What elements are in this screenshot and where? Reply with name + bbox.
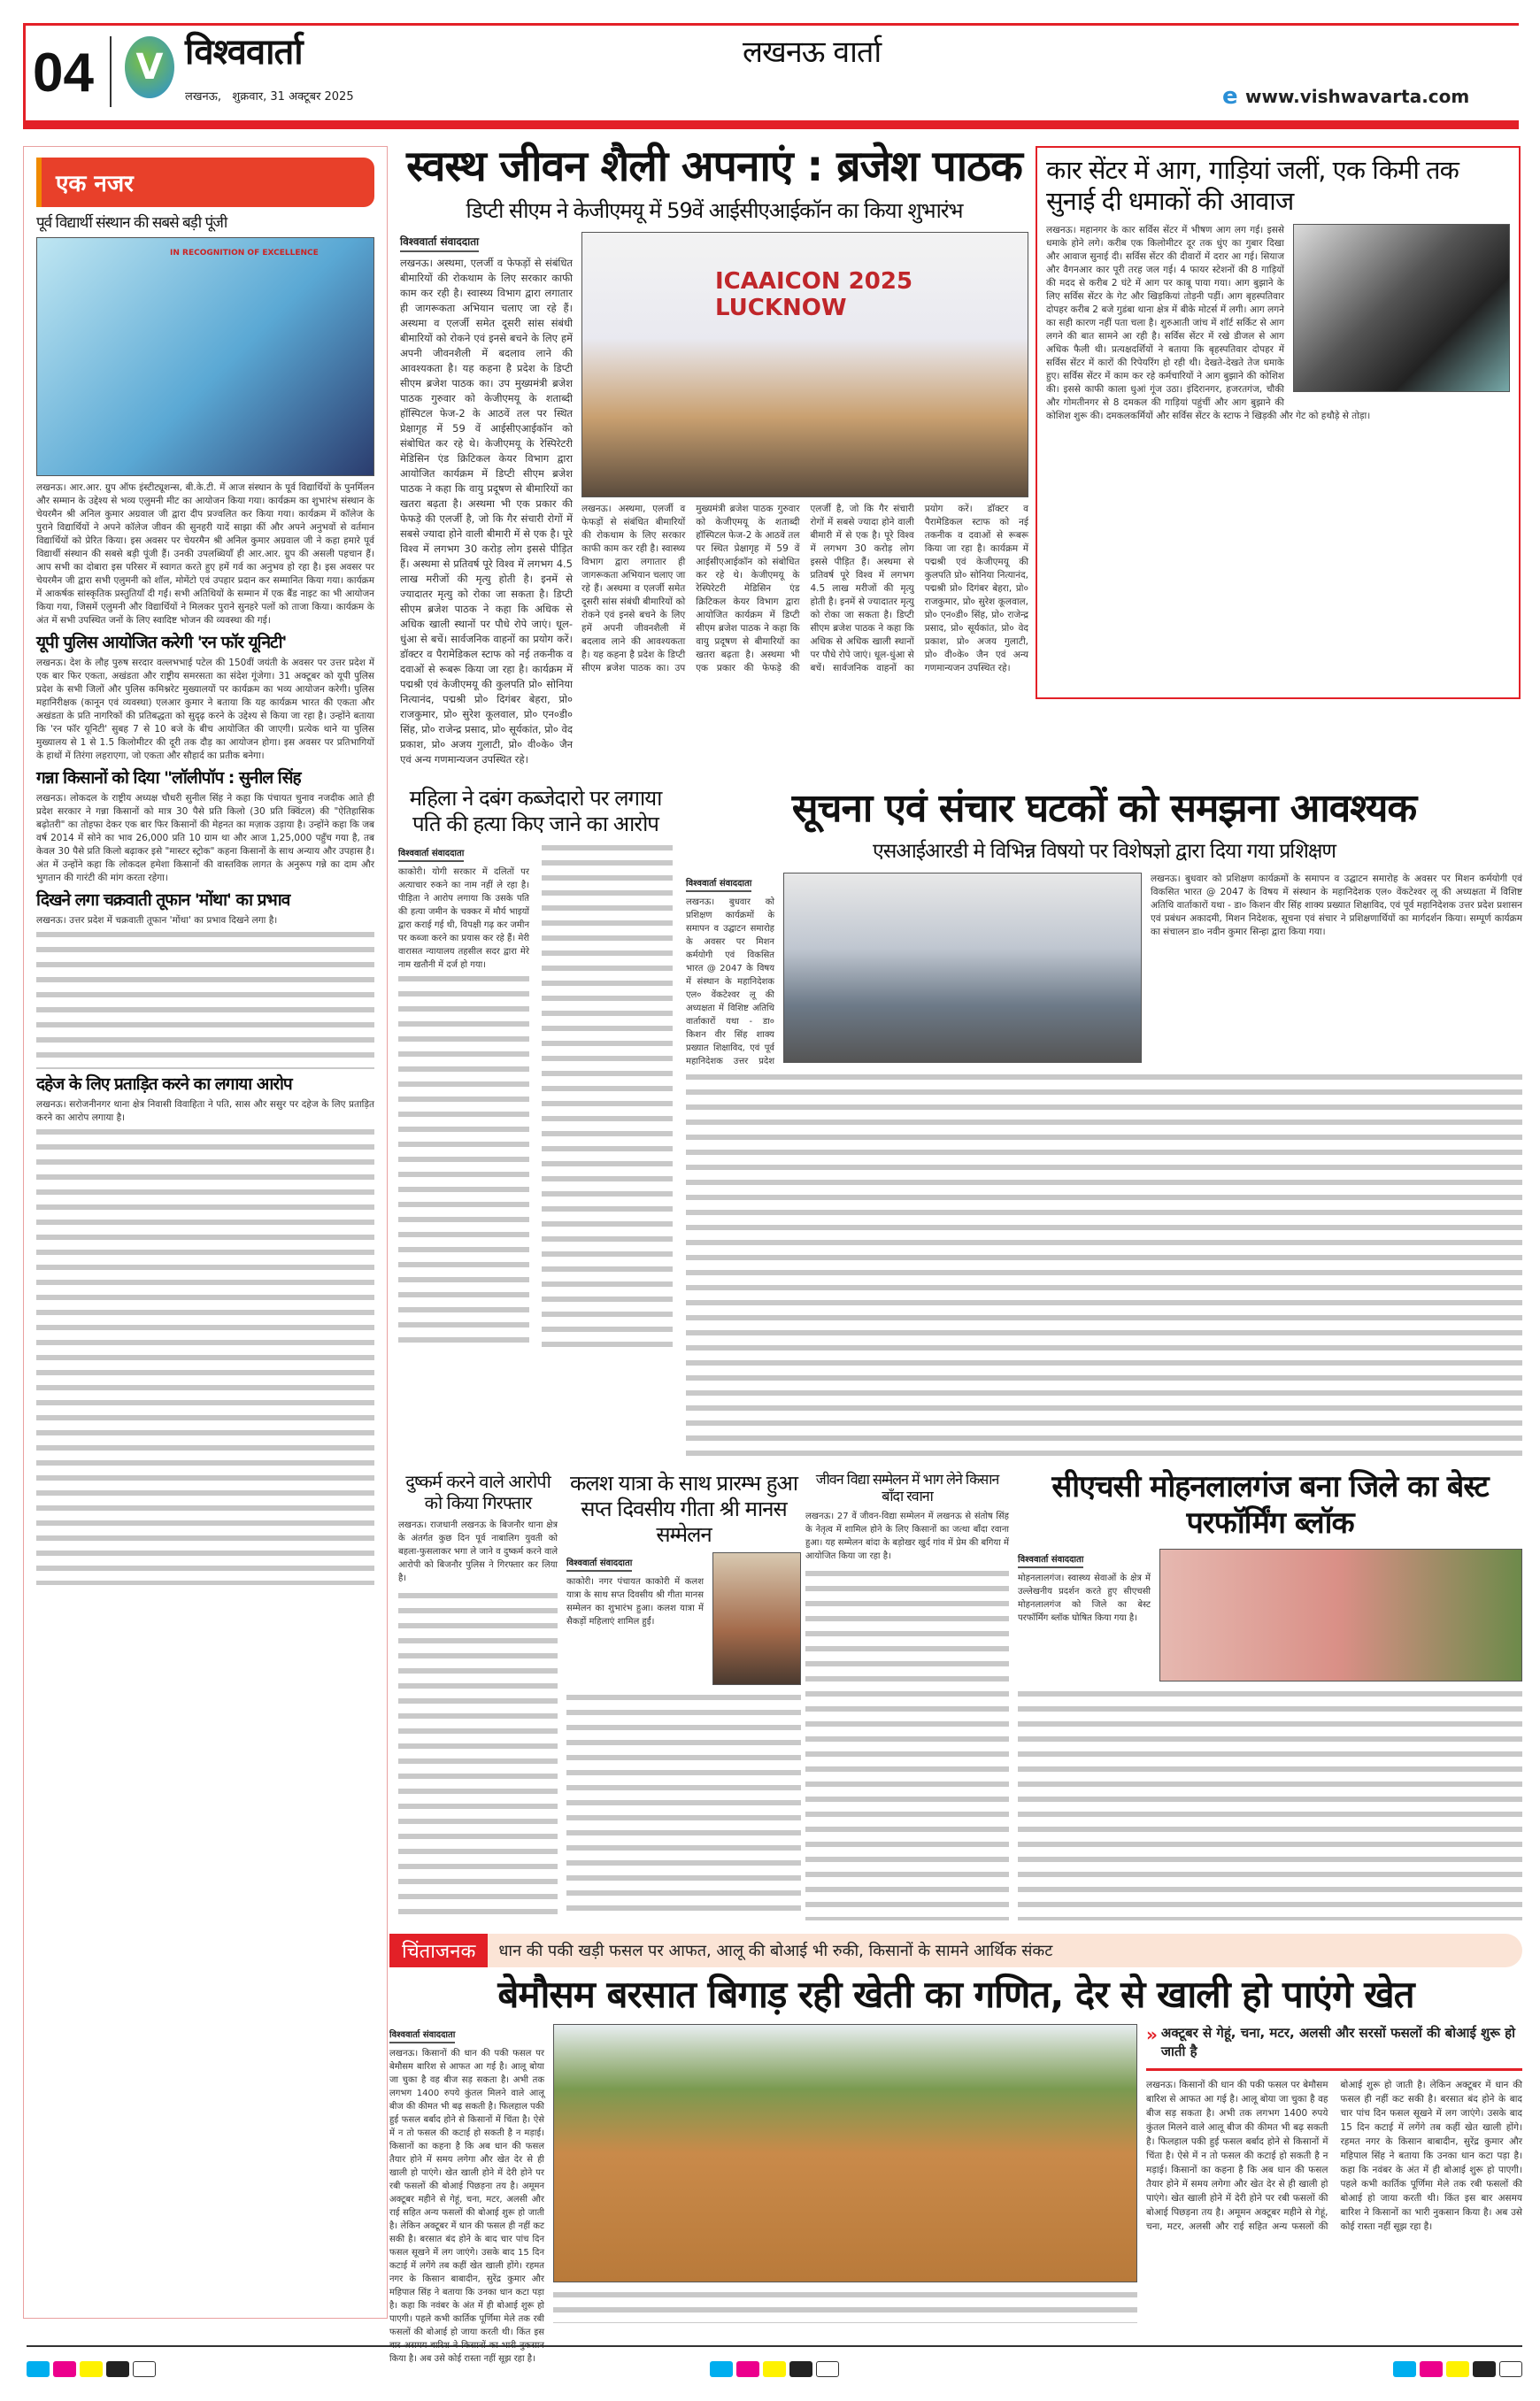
footer-rule	[27, 2345, 1522, 2347]
chc-article	[1018, 1469, 1522, 1920]
browser-icon: e	[1222, 83, 1238, 110]
farm-headline: बेमौसम बरसात बिगाड़ रही खेती का गणित, देर से खाली हो पाएंगे खेत	[497, 1973, 1414, 2016]
article-body: मोहनलालगंज। स्वास्थ्य सेवाओं के क्षेत्र में उल्लेखनीय प्रदर्शन करते हुए सीएचसी मोहनलालगंज को जिले का बेस्ट परफॉर्मिंग ब्लॉक घोषित किया गया है।	[1018, 1573, 1151, 1623]
byline: विश्ववार्ता संवाददाता	[398, 846, 464, 862]
arrest-body: लखनऊ। राजधानी लखनऊ के बिजनौर थाना क्षेत्र के अंतर्गत कुछ दिन पूर्व नाबालिग युवती को बहला-फुसलाकर भगा ले जाने व दुष्कर्म करने वाले आरोपी को बिजनौर पुलिस ने गिरफ्तार कर लिया है।	[398, 1520, 558, 1583]
woman-headline: महिला ने दबंग कब्जेदारो पर लगाया पति की हत्या किए जाने का आरोप	[409, 786, 662, 836]
article-body: लखनऊ। किसानों की धान की पकी फसल पर बेमौसम बारिश से आफत आ गई है। आलू बोया जा चुका है वह बीज सड़ सकता है। अभी तक लगभग 1400 रुपये कुंतल मिलने वाले आलू बीज की कीमत भी बढ़ सकती है। फिलहाल पकी हुई फसल बर्बाद होने से किसानों में चिंता है। ऐसे में न तो फसल की कटाई हो सकती है न मड़ाई। किसानों का कहना है कि अब धान की फसल तैयार होने में समय लगेगा और खेत देर से ही खाली हो पाएंगे। खेत खाली होने में देरी होने पर रबी फसलों की बोआई पिछड़ना तय है। अमूमन अक्टूबर महीने से गेहूं, चना, मटर, अलसी और राई सहित अन्य फसलों की बोआई शुरू हो जाती है। लेकिन अक्टूबर में धान की फसल ही नहीं कट सकी है। बरसात बंद होने के बाद चार पांच दिन फसल सूखने में लग जाएंगे। उसके बाद 15 दिन कटाई में लगेंगे तब कहीं खेत खाली होंगे। रहमत नगर के किसान बाबादीन, सुरेंद्र कुमार और महिपाल सिंह ने बताया कि उनका धान कटा पड़ा है। कहा कि नवंबर के अंत में ही बोआई शुरू हो पाएगी। पहले कभी कार्तिक पूर्णिमा मेले तक रबी फसलों की बोआई हो जाया करती थी। किंत इस किया है। अब उसे कोई रास्ता नहीं सूझ रहा है।	[389, 2049, 544, 2365]
article-title: कार सेंटर में आग, गाड़ियां जलीं, एक किमी तक सुनाई दी धमाकों की आवाज	[1046, 155, 1459, 216]
masthead	[23, 23, 1519, 129]
photo-caption: IN RECOGNITION OF EXCELLENCE	[170, 249, 319, 258]
paper-name: विश्ववार्ता	[185, 32, 303, 73]
article-body: लखनऊ। उत्तर प्रदेश में चक्रवाती तूफान 'मोंथा' का प्रभाव दिखने लगा है।	[36, 914, 278, 926]
article-title: गन्ना किसानों को दिया "लॉलीपॉप : सुनील सिंह	[36, 768, 301, 789]
text-block	[553, 2288, 1137, 2323]
icaaicon-photo	[581, 232, 1028, 497]
registration-marks	[27, 2361, 1522, 2379]
woman-article	[398, 786, 673, 1460]
kalash-text	[566, 1552, 704, 1685]
dateline: लखनऊ, शुक्रवार, 31 अक्टूबर 2025	[185, 90, 354, 104]
strap-text: धान की पकी खड़ी फसल पर आफत, आलू की बोआई भी रुकी, किसानों के सामने आर्थिक संकट	[498, 1942, 1053, 1960]
page-number: 04	[33, 42, 94, 104]
woman-body	[398, 843, 673, 1460]
article-title: दहेज के लिए प्रताड़ित करने का लगाया आरोप	[36, 1074, 292, 1094]
farm-content	[389, 2024, 1522, 2365]
siird-text-col	[686, 873, 774, 1067]
siird-article	[686, 786, 1522, 1456]
article-title: यूपी पुलिस आयोजित करेगी 'रन फॉर यूनिटी'	[36, 633, 287, 653]
farm-photo-col	[553, 2024, 1137, 2323]
strap-label: चिंताजनक	[389, 1934, 488, 1967]
arrest-headline: दुष्कर्म करने वाले आरोपी को किया गिरफ्तार	[405, 1471, 551, 1513]
article-body: लखनऊ। देश के लौह पुरुष सरदार वल्लभभाई पटेल की 150वीं जयंती के अवसर पर उत्तर प्रदेश में एक बार फिर एकता, अखंडता और राष्ट्रीय समरसता का संदेश गूंजेगा। 31 अक्टूबर को यूपी पुलिस प्रदेश के सभी जिलों और पुलिस कमिश्नरेट मुख्यालयों पर कार्यक्रम का भव्य आयोजन करेगी। पुलिस महानिरीक्षक (कानून एवं व्यवस्था) एलआर कुमार ने बताया कि यह कार्यक्रम भारत की एकता और अखंडता के प्रति नागरिकों की प्रतिबद्धता को सुदृढ़ करने के उद्देश्य से किया जा रहा है। उन्होंने बताया कि 'रन फॉर यूनिटी' सुबह 7 से 10 बजे के बीच आयोजित की जाएगी। प्रत्येक थाने या पुलिस मुख्यालय से 1 से 1.5 किलोमीटर की दूरी तक दौड़ का आयोजन होगा। इस अवसर पर प्रतिभागियों के हाथों में तिरंगा लहराएगा, जो एकता और सौहार्द का प्रतीक बनेगा।	[36, 658, 374, 762]
logo-icon: V	[125, 36, 174, 98]
divider	[110, 36, 112, 107]
farm-right-col	[1146, 2024, 1522, 2323]
ek-nazar-label: एक नजर	[36, 158, 374, 207]
text-block	[36, 927, 374, 1069]
siird-headline: सूचना एवं संचार घटकों को समझना आवश्यक	[791, 786, 1417, 831]
fire-body: लखनऊ। महानगर के कार सर्विस सेंटर में भीषण आग लग गई। इससे धमाके होने लगे। करीब एक किलोमीटर दूर तक धुंए का गुबार दिखा और आवाज सुनाई दी। सर्विस सेंटर की दीवारों में दरार आ गई। सियाज और वैगनआर कार पूरी तरह जल गई। 4 फायर स्टेशनों की 8 गाड़ियों की मदद से करीब 2 घंटे में आग पर काबू पाया गया। आग बुझाने के लिए सर्विस सेंटर के गेट और खिड़कियां तोड़नी पड़ीं। आग बृहस्पतिवार दोपहर करीब 2 बजे गुडंबा थाना क्षेत्र में बीके मोटर्स में लगी। आग लगने का सही कारण नहीं पता चला है। शुरुआती जांच में शॉर्ट सर्किट से आग लगने की बात सामने आ रही है। सर्विस सेंटर में रखे डीजल से आग अधिक फैली थी। प्रत्यक्षदर्शियों ने बताया कि बृहस्पतिवार दोपहर में सर्विस सेंटर में कारों की रिपेयरिंग हो रही थी। देखते-देखते तेज धमाके हुए। सर्विस सेंटर में काम कर रहे कर्मचारियों ने आग बुझाने की कोशिश की। इससे काफी काला धुआं गूंज उठा। इंदिरानगर, हजरतगंज, चौकी और गोमतीनगर से 8 दमकल की गाड़ियां पहुंचीं और आग बुझाने की कोशिश शुरू की। दमकलकर्मियों और सर्विस सेंटर के स्टाफ ने खिड़की और गेट को हथौड़े से तोड़ा।	[1046, 224, 1371, 421]
text-block	[398, 1589, 558, 1920]
siird-content	[686, 873, 1522, 1067]
lead-body-continued: लखनऊ। अस्थमा, एलर्जी व फेफड़ों से संबंधित बीमारियों की रोकथाम के लिए सरकार काफी काम कर रही है। स्वास्थ्य विभाग द्वारा लगातार ही जागरूकता अभियान चलाए जा रहे हैं। अस्थमा व एलर्जी समेत दूसरी सांस संबंधी बीमारियों को रोकने एवं इनसे बचने के लिए हमें अपनी जीवनशैली में बदलाव लाने की आवश्यकता है। यह कहना है प्रदेश के डिप्टी सीएम ब्रजेश पाठक का। उप मुख्यमंत्री ब्रजेश पाठक गुरुवार को केजीएमयू के शताब्दी हॉस्पिटल फेज-2 के आठवें तल पर स्थित प्रेक्षागृह में 59 वें आईसीएआईकॉन को संबोधित कर रहे थे। केजीएमयू के रेस्पिरेटरी मेडिसिन एंड क्रिटिकल केयर विभाग द्वारा आयोजित कार्यक्रम में डिप्टी सीएम ब्रजेश पाठक ने कहा कि वायु प्रदूषण से बीमारियों का खतरा बढ़ता है। अस्थमा भी एक प्रकार की फेफड़े की एलर्जी है, जो कि गैर संचारी रोगों में सबसे ज्यादा होने वाली बीमारी में से एक है। पूरे विश्व में लगभग 30 करोड़ लोग इससे पीड़ित हैं। अस्थमा से प्रतिवर्ष पूरे विश्व में लगभग 4.5 लाख मरीजों की मृत्यु होती है। इनमें से ज्यादातर मृत्यु को रोका जा सकता है। डिप्टी सीएम ब्रजेश पाठक ने कहा कि अधिक से अधिक खाली स्थानों पर पौधे रोपे जाएं। धूल-धुंआ से बचें। सार्वजनिक वाहनों का प्रयोग करें। डॉक्टर व पैरामेडिकल स्टाफ को नई तकनीक व दवाओं से रूबरू किया जा रहा है। कार्यक्रम में पद्मश्री एवं केजीएमयू की कुलपति प्रो० सोनिया नित्यानंद, पद्मश्री प्रो० दिगंबर बेहरा, प्रो० राजकुमार, प्रो० सुरेश कूलवाल, प्रो० एन०डी० सिंह, प्रो० राजेन्द्र प्रसाद, प्रो० सूर्यकांत, प्रो० वेद प्रकाश, प्रो० अजय गुलाटी, प्रो० वी०के० जैन एवं अन्य गणमान्यजन उपस्थित रहे।	[581, 504, 1028, 674]
article-title: दिखने लगा चक्रवाती तूफान 'मोंथा' का प्रभाव	[36, 889, 290, 910]
siird-body-lines	[686, 1070, 1522, 1456]
fire-photo	[1293, 224, 1510, 392]
lead-article	[400, 142, 1028, 766]
article-body: लखनऊ। बुधवार को प्रशिक्षण कार्यक्रमों के समापन व उद्घाटन समारोह के अवसर पर मिशन कर्मयोगी एवं विकसित भारत @ 2047 के विषय में संस्थान के महानिदेशक एल० वेंकटेश्वर लू की अध्यक्षता में विशिष्ट अतिथि वार्ताकारों यथा - डा० किशन वीर सिंह शाक्य प्रख्यात शिक्षाविद, एवं पूर्व महानिदेशक उत्तर प्रदेश	[686, 897, 774, 1067]
byline: विश्ववार्ता संवाददाता	[1018, 1552, 1083, 1568]
website-link[interactable]: www.vishwavarta.com	[1245, 86, 1470, 107]
byline: विश्ववार्ता संवाददाता	[566, 1556, 632, 1572]
article-body: लखनऊ। अस्थमा, एलर्जी व फेफड़ों से संबंधित बीमारियों की रोकथाम के लिए सरकार काफी काम कर रही है। स्वास्थ्य विभाग द्वारा लगातार ही जागरूकता अभियान चलाए जा रहे हैं। अस्थमा व एलर्जी समेत दूसरी सांस संबंधी बीमारियों को रोकने एवं इनसे बचने के लिए हमें अपनी जीवनशैली में बदलाव लाने की आवश्यकता है। यह कहना है प्रदेश के डिप्टी सीएम ब्रजेश पाठक का। उप मुख्यमंत्री ब्रजेश पाठक गुरुवार को केजीएमयू के शताब्दी हॉस्पिटल फेज-2 के आठवें तल पर स्थित प्रेक्षागृह में 59 वें आईसीएआईकॉन को संबोधित कर रहे थे। केजीएमयू के रेस्पिरेटरी मेडिसिन एंड क्रिटिकल केयर विभाग द्वारा आयोजित कार्यक्रम में डिप्टी सीएम ब्रजेश पाठक ने कहा कि वायु प्रदूषण से बीमारियों का खतरा बढ़ता है। अस्थमा भी एक प्रकार की फेफड़े की एलर्जी है, जो कि गैर संचारी रोगों में सबसे ज्यादा होने वाली बीमारी में से एक है। पूरे विश्व में लगभग 30 करोड़ लोग इससे पीड़ित हैं। अस्थमा से प्रतिवर्ष पूरे विश्व में लगभग 4.5 लाख मरीजों की मृत्यु होती है। इनमें से ज्यादातर मृत्यु को रोका जा सकता है। डिप्टी सीएम ब्रजेश पाठक ने कहा कि अधिक से अधिक खाली स्थानों पर पौधे रोपे जाएं। धूल-धुंआ से बचें। सार्वजनिक वाहनों का प्रयोग करें। डॉक्टर व पैरामेडिकल स्टाफ को नई तकनीक व दवाओं से रूबरू किया जा रहा है। कार्यक्रम में पद्मश्री एवं केजीएमयू की कुलपति प्रो० सोनिया नित्यानंद, पद्मश्री प्रो० दिगंबर बेहरा, प्रो० राजकुमार, प्रो० सुरेश कूलवाल, प्रो० एन०डी० सिंह, प्रो० राजेन्द्र प्रसाद, प्रो० सूर्यकांत, प्रो० वेद प्रकाश, प्रो० अजय गुलाटी, प्रो० वी०के० जैन एवं अन्य गणमान्यजन उपस्थित रहे।	[400, 257, 573, 766]
alumni-photo	[36, 237, 374, 476]
quote-icon: »	[1146, 2024, 1158, 2046]
article-body: लखनऊ। आर.आर. ग्रुप ऑफ इंस्टीट्यूशन्स, बी.के.टी. में आज संस्थान के पूर्व विद्यार्थियों के पुनर्मिलन और सम्मान के उद्देश्य से भव्य एलुमनी मीट का आयोजन किया गया। कार्यक्रम का शुभारंभ संस्थान के चेयरमैन श्री अनिल कुमार अग्रवाल जी द्वारा दीप प्रज्वलित कर किया गया। कार्यक्रम में कॉलेज के पुराने विद्यार्थियों ने अपने कॉलेज जीवन की सुनहरी यादें साझा कीं और अपने अनुभवों से वर्तमान विद्यार्थियों को प्रेरित किया। इस अवसर पर चेयरमैन श्री अनिल कुमार अग्रवाल जी ने कहा हमारे पूर्व विद्यार्थी संस्थान की सबसे बड़ी पूंजी हैं। उनकी उपलब्धियाँ ही आर.आर. ग्रुप की असली पहचान हैं। आप सभी का दोबारा इस परिसर में स्वागत करते हुए हमें गर्व का अनुभव हो रहा है। इस अवसर पर चेयरमैन जी द्वारा सभी एलुमनी को शॉल, मोमेंटो एवं उपहार प्रदान कर सम्मानित किया गया। कार्यक्रम में आकर्षक सांस्कृतिक प्रस्तुतियाँ दी गईं। सभी अतिथियों के सम्मान में एक बैंड नाइट का भी आयोजन किया गया, जिसमें एलुमनी और विद्यार्थियों ने मिलकर पुराने सुनहरे पलों को ताजा किया। कार्यक्रम के अंत में सभी उपस्थित जनों के लिए स्वादिष्ट भोजन की व्यवस्था की गई।	[36, 482, 374, 627]
byline: विश्ववार्ता संवाददाता	[400, 234, 479, 252]
article-title: पूर्व विद्यार्थी संस्थान की सबसे बड़ी पूंजी	[36, 214, 227, 232]
lead-right	[581, 232, 1028, 766]
chc-photo	[1159, 1549, 1522, 1681]
fire-article	[1036, 146, 1521, 699]
article-body: काकोरी। योगी सरकार में दलितों पर अत्याचार रुकने का नाम नहीं ले रहा है। पीड़िता ने आरोप लगाया कि उसके पति की हत्या जमीन के चक्कर में मौर्य भाइयों द्वारा कराई गई थी, विपक्षी गढ़ कर जमीन पर कब्जा करने का प्रयास कर रहे हैं। मेरी वारासत न्यायालय तहसील सदर द्वारा मेरे नाम खतौनी में दर्ज हो गया।	[398, 866, 529, 970]
farm-body-right: लखनऊ। किसानों की धान की पकी फसल पर बेमौसम बारिश से आफत आ गई है। आलू बोया जा चुका है वह बीज सड़ सकता है। अभी तक लगभग 1400 रुपये कुंतल मिलने वाले आलू बीज की कीमत भी बढ़ सकती है। फिलहाल पकी हुई फसल बर्बाद होने से किसानों में चिंता है। ऐसे में न तो फसल की कटाई हो सकती है न मड़ाई। किसानों का कहना है कि अब धान की फसल तैयार होने में समय लगेगा और खेत देर से ही खाली हो पाएंगे। खेत खाली होने में देरी होने पर रबी फसलों की बोआई पिछड़ना तय है। अमूमन अक्टूबर महीने से गेहूं, चना, मटर, अलसी और राई सहित अन्य फसलों की बोआई शुरू हो जाती है। लेकिन अक्टूबर में धान की फसल ही नहीं कट सकी है। बरसात बंद होने के बाद चार पांच दिन फसल सूखने में लग जाएंगे। उसके बाद 15 दिन कटाई में लगेंगे तब कहीं खेत खाली होंगे। रहमत नगर के किसान बाबादीन, सुरेंद्र कुमार और महिपाल सिंह ने बताया कि उनका धान कटा पड़ा है। कहा कि नवंबर के अंत में ही बोआई शुरू हो पाएगी। पहले कभी कार्तिक पूर्णिमा मेले तक रबी फसलों की बोआई हो जाया करती थी। किंत इस बार असमय बारिश ने किसानों का भारी नुकसान किया है। अब उसे कोई रास्ता नहीं सूझ रहा है।	[1146, 2080, 1522, 2233]
chc-headline: सीएचसी मोहनलालगंज बना जिले का बेस्ट परफॉर्मिंग ब्लॉक	[1051, 1469, 1489, 1541]
farm-article	[389, 1934, 1522, 2365]
section-title: लखनऊ वार्ता	[743, 35, 882, 70]
text-block	[805, 1566, 1009, 1920]
farm-quote	[1146, 2024, 1522, 2071]
siird-subheadline: एसआईआरडी मे विभिन्न विषयो पर विशेषज्ञो द्वारा दिया गया प्रशिक्षण	[872, 839, 1336, 863]
training-photo	[783, 873, 1142, 1063]
field-photo	[553, 2024, 1137, 2282]
photo-caption: ICAAICON 2025 LUCKNOW	[715, 268, 913, 322]
text-block	[566, 1690, 801, 1920]
byline: विश्ववार्ता संवाददाता	[686, 876, 751, 892]
jeevan-body: लखनऊ। 27 वें जीवन-विद्या सम्मेलन में लखनऊ से संतोष सिंह के नेतृत्व में शामिल होने के लिए किसानों का जत्था बाँदा रवाना हुआ। यह सम्मेलन बांदा के बड़ोखर खुर्द गांव में प्रेम की बगिया में आयोजित किया जा रहा है।	[805, 1512, 1009, 1562]
jeevan-article	[805, 1471, 1009, 1920]
chc-text	[1018, 1549, 1151, 1681]
lead-subheadline: डिप्टी सीएम ने केजीएमयू में 59वें आईसीएआईकॉन का किया शुभारंभ	[466, 197, 963, 223]
lead-headline: स्वस्थ जीवन शैली अपनाएं : ब्रजेश पाठक	[406, 142, 1022, 191]
siird-side-text: लखनऊ। बुधवार को प्रशिक्षण कार्यक्रमों के समापन व उद्घाटन समारोह के अवसर पर मिशन कर्मयोगी एवं विकसित भारत @ 2047 के विषय में संस्थान के महानिदेशक एल० वेंकटेश्वर लू की अध्यक्षता में विशिष्ट अतिथि वार्ताकारों यथा - डा० किशन वीर सिंह शाक्य प्रख्यात शिक्षाविद, एवं पूर्व महानिदेशक उत्तर प्रदेश प्रशासन एवं प्रबंधन अकादमी, मिशन निदेशक, सूचना एवं संचार ने प्रशिक्षणार्थियों का मार्गदर्शन किया। सम्पूर्ण कार्यक्रम का संचालन डा० नवीन कुमार सिन्हा द्वारा किया गया।	[1151, 873, 1522, 938]
kalash-photo	[712, 1552, 801, 1685]
kalash-headline: कलश यात्रा के साथ प्रारम्भ हुआ सप्त दिवसीय गीता श्री मानस सम्मेलन	[569, 1471, 797, 1547]
lead-text-col	[400, 232, 573, 766]
strap-bar	[389, 1934, 1522, 1967]
kalash-content	[566, 1552, 801, 1685]
jeevan-headline: जीवन विद्या सम्मेलन में भाग लेने किसान बाँदा रवाना	[815, 1471, 999, 1505]
kalash-article	[566, 1471, 801, 1920]
quote-text: अक्टूबर से गेहूं, चना, मटर, अलसी और सरसों फसलों की बोआई शुरू हो जाती है	[1160, 2025, 1515, 2060]
article-body: काकोरी। नगर पंचायत काकोरी में कलश यात्रा के साथ सप्त दिवसीय श्री गीता मानस सम्मेलन का शुभारंभ हुआ। कलश यात्रा में सैकड़ों महिलाएं शामिल हुईं।	[566, 1577, 704, 1628]
arrest-article	[398, 1471, 558, 1920]
text-block	[36, 1125, 374, 1585]
byline: विश्ववार्ता संवाददाता	[389, 2028, 455, 2043]
farm-text-col	[389, 2024, 544, 2365]
chc-content	[1018, 1549, 1522, 1681]
left-column	[23, 146, 388, 2319]
text-block	[1018, 1687, 1522, 1920]
article-body: लखनऊ। लोकदल के राष्ट्रीय अध्यक्ष चौधरी सुनील सिंह ने कहा कि पंचायत चुनाव नजदीक आते ही प्रदेश सरकार ने गन्ना किसानों को मात्र 30 पैसे प्रति किलो (30 प्रति क्विंटल) की "ऐतिहासिक बढ़ोतरी" का तोहफा देकर एक बार फिर किसानों की मेहनत का मज़ाक उड़ाया है। उन्होंने कहा कि जब वर्ष 2014 में सोने का भाव 26,000 प्रति 10 ग्राम था और आज 1,25,000 पहुँच गया है, तब केवल 30 पैसे प्रति किलो बढ़ाकर इसे "मास्टर स्ट्रोक" कहना किसानों के साथ अन्याय और उपहास है। अंत में उन्होंने कहा कि लोकदल हमेशा किसानों की वास्तविक लागत के अनुरूप गन्ने का दाम और भुगतान की गारंटी की मांग करता रहेगा।	[36, 792, 374, 883]
article-body: लखनऊ। सरोजनीनगर थाना क्षेत्र निवासी विवाहिता ने पति, सास और ससुर पर दहेज के लिए प्रताड़ित करने का आरोप लगाया है।	[36, 1098, 374, 1123]
lead-content	[400, 232, 1028, 766]
